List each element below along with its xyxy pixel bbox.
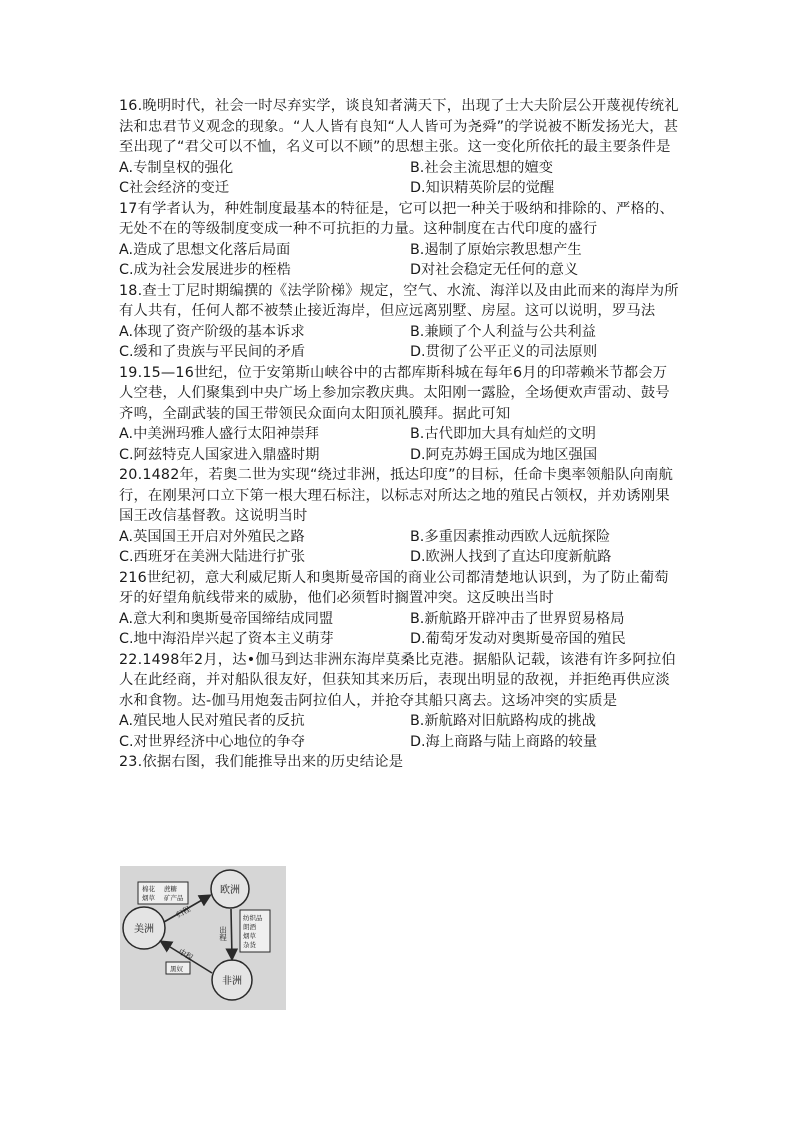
question-17-options — [119, 240, 679, 281]
question-17-stem: 17有学者认为，种姓制度最基本的特征是，它可以把一种关于吸纳和排除的、严格的、无处不在的等级制度变成一种不可抗拒的力量。这种制度在古代印度的盛行 — [119, 200, 674, 237]
option-17-d: D对社会稳定无任何的意义 — [410, 262, 579, 278]
option-19-c: C.阿兹特克人国家进入鼎盛时期 — [119, 446, 320, 463]
cargo-minerals: 矿产品 — [164, 894, 184, 902]
option-21-a: A.意大利和奥斯曼帝国缔结成同盟 — [119, 610, 334, 627]
option-17-c: C.成为社会发展进步的桎梏 — [119, 262, 291, 278]
option-22-a: A.殖民地人民对殖民者的反抗 — [119, 713, 305, 729]
option-18-d: D.贯彻了公平正义的司法原则 — [410, 344, 598, 360]
option-22-c: C.对世界经济中心地位的争夺 — [119, 733, 306, 750]
question-21-stem: 216世纪初，意大利威尼斯人和奥斯曼帝国的商业公司都清楚地认识到，为了防止葡萄牙的好望角航线带来的威胁，他们必须暂时搁置冲突。这反映出当时 — [119, 569, 669, 606]
africa-label: 非洲 — [222, 976, 242, 987]
cargo-tobacco: 烟草 — [142, 894, 155, 902]
option-20-b: B.多重因素推动西欧人远航探险 — [410, 528, 611, 545]
cargo-sundries: 杂货 — [243, 941, 256, 949]
option-21-d: D.葡萄牙发动对奥斯曼帝国的殖民 — [410, 631, 626, 647]
option-21-c: C.地中海沿岸兴起了资本主义萌芽 — [119, 631, 334, 647]
option-16-c: C社会经济的变迁 — [119, 180, 230, 196]
question-22-options — [119, 711, 679, 752]
question-23-stem: 23.依据右图，我们能推导出来的历史结论是 — [119, 754, 404, 770]
cargo-rum: 朗酒 — [243, 923, 256, 931]
question-21-options — [119, 609, 679, 650]
question-20-stem: 20.1482年，若奥二世为实现“绕过非洲，抵达印度”的目标，任命卡奥率领船队向南航行，在刚果河口立下第一根大理石标注，以标志对所达之地的殖民占领权，并劝诱刚果国王改信基督教。这说明当时 — [119, 467, 674, 524]
option-17-b: B.遏制了原始宗教思想产生 — [410, 241, 582, 258]
option-17-a: A.造成了思想文化落后局面 — [119, 241, 291, 258]
question-18-options — [119, 322, 679, 363]
option-21-b: B.新航路开辟冲击了世界贸易格局 — [410, 610, 625, 627]
cargo-textiles: 纺织品 — [243, 914, 263, 922]
option-18-b: B.兼顾了个人利益与公共利益 — [410, 323, 596, 340]
question-19-options — [119, 424, 679, 465]
americas-label: 美洲 — [134, 924, 154, 935]
exam-page — [119, 96, 679, 773]
option-20-d: D.欧洲人找到了直达印度新航路 — [410, 549, 612, 565]
option-19-a: A.中美洲玛雅人盛行太阳神崇拜 — [119, 426, 319, 442]
option-19-b: B.古代即加大具有灿烂的文明 — [410, 426, 596, 442]
outbound-leg-arrow — [231, 909, 232, 958]
option-22-b: B.新航路对旧航路构成的挑战 — [410, 713, 596, 729]
option-20-a: A.英国国王开启对外殖民之路 — [119, 528, 305, 545]
question-16-options — [119, 158, 679, 199]
outbound-leg-label: 出程 — [218, 926, 228, 941]
option-16-d: D.知识精英阶层的觉醒 — [410, 180, 555, 196]
middle-leg-label: 中程 — [177, 946, 195, 963]
europe-label: 欧洲 — [220, 885, 240, 896]
option-19-d: D.阿克苏姆王国成为地区强国 — [410, 446, 598, 463]
question-16-stem: 16.晚明时代，社会一时尽弃实学，谈良知者满天下，出现了士大夫阶层公开蔑视传统礼法和忠君节义观念的现象。“人人皆有良知“人人皆可为尧舜”的学说被不断发扬光大，甚至出现了“君父可以不恤，名义可以不顾”的思想主张。这一变化所依托的最主要条件是 — [119, 98, 679, 155]
triangular-trade-diagram — [120, 866, 286, 1010]
cargo-tobacco-2: 烟草 — [243, 932, 256, 940]
question-22-stem: 22.1498年2月，达•伽马到达非洲东海岸莫桑比克港。据船队记载，该港有许多阿拉伯人在此经商，并对船队很友好，但获知其来历后，表现出明显的敌视，并拒绝再供应淡水和食物。达-伽马用炮轰击阿拉伯人，并抢夺其船只离去。这场冲突的实质是 — [119, 651, 676, 709]
option-18-c: C.缓和了贵族与平民间的矛盾 — [119, 344, 306, 360]
question-18-stem: 18.查士丁尼时期编撰的《法学阶梯》规定，空气、水流、海洋以及由此而来的海岸为所有人共有，任何人都不被禁止接近海岸，但应远离别墅、房屋。这可以说明，罗马法 — [119, 282, 679, 319]
option-18-a: A.体现了资产阶级的基本诉求 — [119, 323, 305, 340]
option-16-a: A.专制皇权的强化 — [119, 159, 234, 176]
option-22-d: D.海上商路与陆上商路的较量 — [410, 733, 598, 750]
option-16-b: B.社会主流思想的嬗变 — [410, 159, 554, 176]
cargo-cotton: 棉花 — [142, 885, 155, 893]
cargo-slaves: 黑奴 — [170, 965, 183, 973]
return-leg-label: 归程 — [174, 904, 192, 920]
triangular-trade-figure — [120, 866, 286, 1010]
question-19-stem: 19.15—16世纪，位于安第斯山峡谷中的古都库斯科城在每年6月的印蒂赖米节都会万人空巷，人们聚集到中央广场上参加宗教庆典。太阳刚一露脸，全场便欢声雷动、鼓号齐鸣，全副武装的国王带领民众面向太阳顶礼膜拜。据此可知 — [119, 364, 670, 422]
option-20-c: C.西班牙在美洲大陆进行扩张 — [119, 549, 306, 565]
cargo-sugar: 蔗糖 — [164, 885, 177, 893]
question-20-options — [119, 527, 679, 568]
